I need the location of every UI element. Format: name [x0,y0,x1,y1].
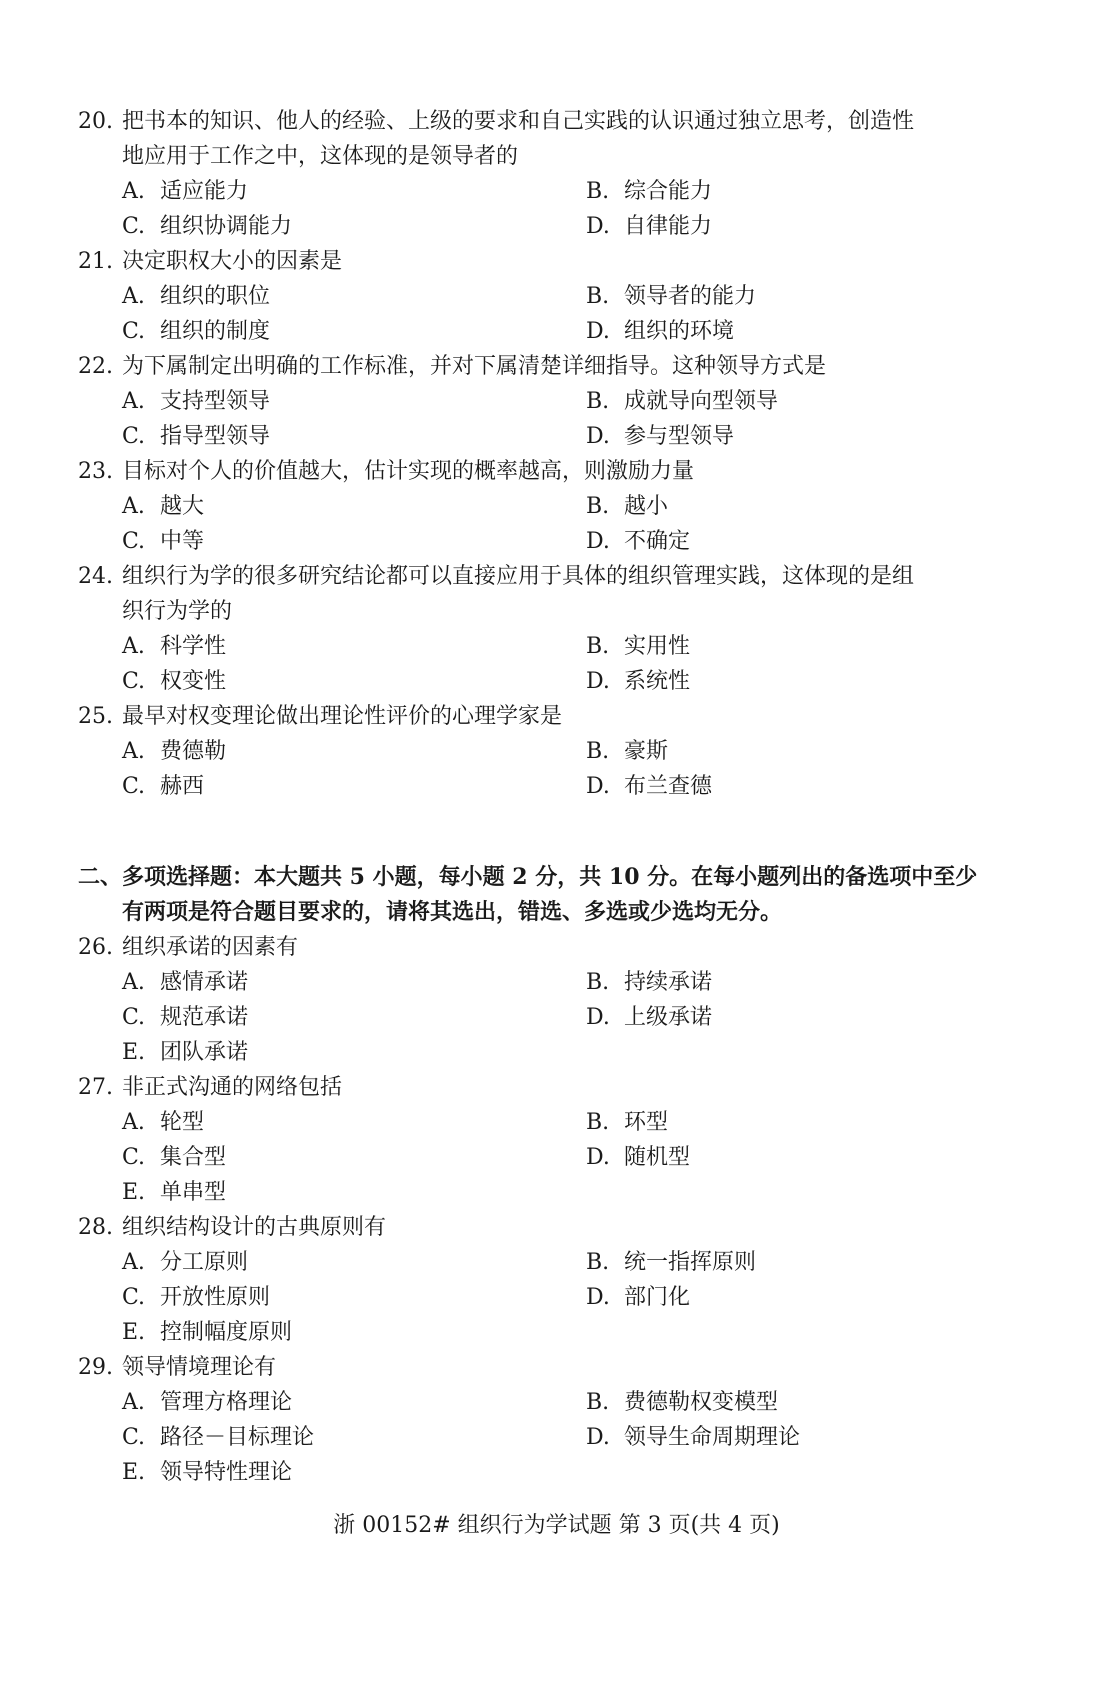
question-number: 26. [78,935,113,960]
option-row [78,489,1038,524]
option-row [78,279,1038,314]
option-row [78,734,1038,769]
question-25 [78,699,1038,804]
question-stem [78,1070,1038,1105]
option-row [78,419,1038,454]
option-d: D. 随机型 [586,1145,691,1170]
question-22 [78,349,1038,454]
question-text: 组织行为学的很多研究结论都可以直接应用于具体的组织管理实践，这体现的是组 [122,564,915,589]
question-stem [78,349,1038,384]
option-b: B. 环型 [586,1110,669,1135]
question-text: 为下属制定出明确的工作标准，并对下属清楚详细指导。这种领导方式是 [122,354,827,379]
option-row [78,1140,1038,1175]
option-a: A. 费德勒 [122,739,227,764]
option-b: B. 综合能力 [586,179,713,204]
question-text: 组织承诺的因素有 [122,935,299,960]
option-row [78,174,1038,209]
option-d: D. 上级承诺 [586,1005,713,1030]
option-c: C. 开放性原则 [122,1285,271,1310]
question-text: 最早对权变理论做出理论性评价的心理学家是 [122,704,563,729]
option-row [78,384,1038,419]
option-b: B. 豪斯 [586,739,669,764]
option-row [78,1280,1038,1315]
question-26 [78,930,1038,1070]
option-c: C. 组织的制度 [122,319,271,344]
option-row [78,1455,1038,1490]
question-stem [78,244,1038,279]
section-heading-line [78,860,1038,895]
question-stem [78,699,1038,734]
question-stem [78,1210,1038,1245]
option-row [78,664,1038,699]
question-number: 28. [78,1215,113,1240]
option-d: D. 自律能力 [586,214,713,239]
option-row [78,965,1038,1000]
question-20 [78,104,1038,244]
option-b: B. 统一指挥原则 [586,1250,757,1275]
option-a: A. 越大 [122,494,205,519]
question-text: 把书本的知识、他人的经验、上级的要求和自己实践的认识通过独立思考，创造性 [122,109,915,134]
option-row [78,1035,1038,1070]
option-b: B. 费德勒权变模型 [586,1390,779,1415]
option-b: B. 领导者的能力 [586,284,757,309]
option-a: A. 管理方格理论 [122,1390,293,1415]
question-28 [78,1210,1038,1350]
question-text: 领导情境理论有 [122,1355,277,1380]
question-number: 25. [78,704,113,729]
option-row [78,769,1038,804]
option-row [78,314,1038,349]
question-stem [78,454,1038,489]
question-29 [78,1350,1038,1490]
question-24 [78,559,1038,699]
option-a: A. 分工原则 [122,1250,249,1275]
option-c: C. 集合型 [122,1145,227,1170]
option-b: B. 越小 [586,494,669,519]
page-footer: 浙 00152# 组织行为学试题 第 3 页(共 4 页) [333,1513,780,1538]
option-d: D. 领导生命周期理论 [586,1425,801,1450]
section-heading [78,860,1038,930]
option-d: D. 部门化 [586,1285,691,1310]
option-d: D. 不确定 [586,529,691,554]
option-row [78,1105,1038,1140]
question-21 [78,244,1038,349]
question-stem [78,559,1038,594]
question-number: 24. [78,564,113,589]
option-row [78,629,1038,664]
question-text: 决定职权大小的因素是 [122,249,343,274]
question-27 [78,1070,1038,1210]
option-c: C. 路径－目标理论 [122,1425,315,1450]
option-b: B. 成就导向型领导 [586,389,779,414]
question-stem [78,104,1038,139]
option-a: A. 适应能力 [122,179,249,204]
option-c: C. 组织协调能力 [122,214,293,239]
option-row [78,209,1038,244]
question-text: 目标对个人的价值越大，估计实现的概率越高，则激励力量 [122,459,695,484]
option-e: E. 领导特性理论 [122,1460,293,1485]
option-row [78,1315,1038,1350]
question-stem [78,930,1038,965]
question-stem [78,1350,1038,1385]
question-number: 20. [78,109,113,134]
option-row [78,1420,1038,1455]
option-a: A. 科学性 [122,634,227,659]
question-number: 21. [78,249,113,274]
option-a: A. 轮型 [122,1110,205,1135]
option-b: B. 持续承诺 [586,970,713,995]
option-a: A. 感情承诺 [122,970,249,995]
option-e: E. 团队承诺 [122,1040,249,1065]
option-row [78,1385,1038,1420]
section-number: 二、 [78,864,123,890]
question-text: 非正式沟通的网络包括 [122,1075,343,1100]
option-d: D. 参与型领导 [586,424,735,449]
question-text-continued: 地应用于工作之中，这体现的是领导者的 [122,144,519,169]
option-row [78,1000,1038,1035]
question-text-continued: 织行为学的 [122,599,233,624]
option-d: D. 组织的环境 [586,319,735,344]
question-number: 23. [78,459,113,484]
question-text: 组织结构设计的古典原则有 [122,1215,387,1240]
option-d: D. 系统性 [586,669,691,694]
option-a: A. 组织的职位 [122,284,271,309]
question-number: 22. [78,354,113,379]
option-e: E. 单串型 [122,1180,227,1205]
option-c: C. 中等 [122,529,205,554]
option-b: B. 实用性 [586,634,691,659]
option-row [78,1175,1038,1210]
option-c: C. 指导型领导 [122,424,271,449]
section-instructions-continued: 有两项是符合题目要求的，请将其选出，错选、多选或少选均无分。 [122,899,783,925]
option-d: D. 布兰查德 [586,774,713,799]
question-23 [78,454,1038,559]
section-instructions: 多项选择题：本大题共 5 小题，每小题 2 分，共 10 分。在每小题列出的备选项中至少 [122,864,978,890]
question-number: 29. [78,1355,113,1380]
option-c: C. 权变性 [122,669,227,694]
option-c: C. 赫西 [122,774,205,799]
option-c: C. 规范承诺 [122,1005,249,1030]
option-row [78,524,1038,559]
option-e: E. 控制幅度原则 [122,1320,293,1345]
option-row [78,1245,1038,1280]
option-a: A. 支持型领导 [122,389,271,414]
question-number: 27. [78,1075,113,1100]
